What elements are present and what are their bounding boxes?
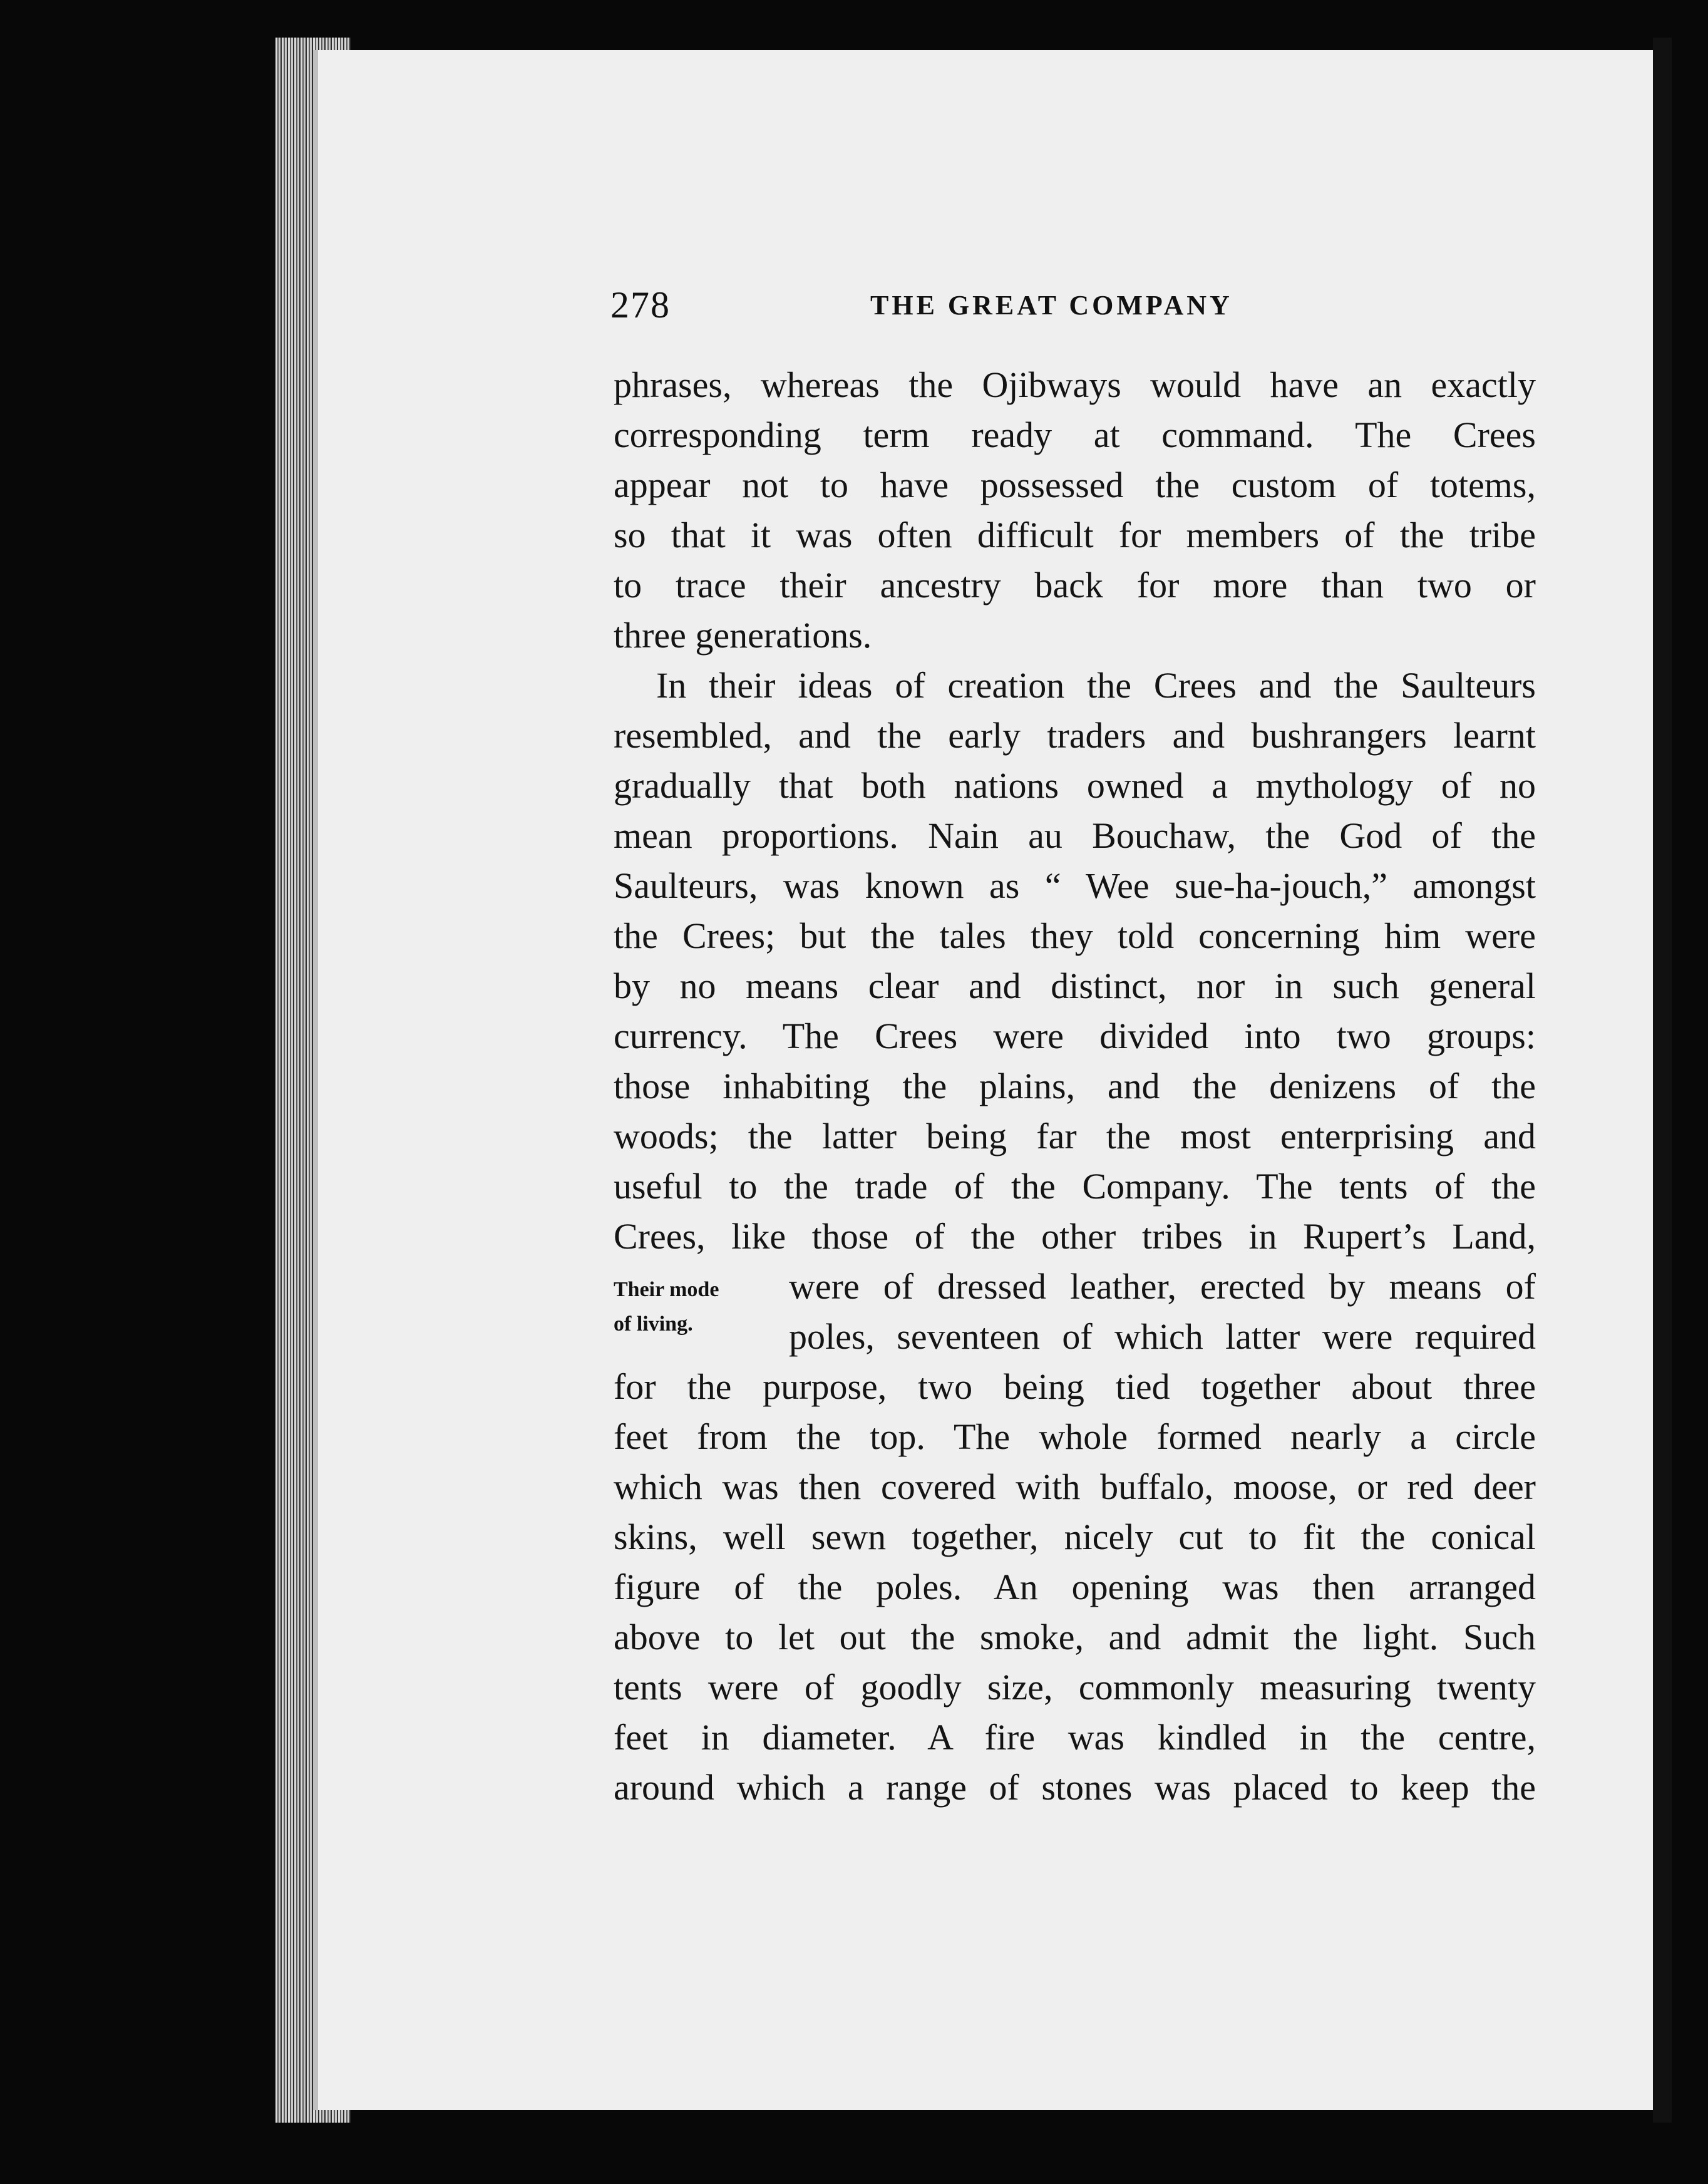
text-line: around which a range of stones was placed to keep the <box>614 1767 1536 1808</box>
text-line: poles, seventeen of which latter were required <box>789 1316 1536 1357</box>
page-gutter <box>1653 38 1672 2123</box>
text-line: currency. The Crees were divided into two groups: <box>614 1016 1536 1056</box>
text-line: In their ideas of creation the Crees and the Saulteurs <box>656 665 1536 706</box>
text-line: mean proportions. Nain au Bouchaw, the God of the <box>614 815 1536 856</box>
text-line: figure of the poles. An opening was then arranged <box>614 1567 1536 1607</box>
text-line: the Crees; but the tales they told concerning him were <box>614 915 1536 956</box>
text-line: useful to the trade of the Company. The tents of the <box>614 1166 1536 1207</box>
text-line: appear not to have possessed the custom of totems, <box>614 465 1536 505</box>
text-line: were of dressed leather, erected by means of <box>789 1266 1536 1307</box>
text-line: Saulteurs, was known as “ Wee sue-ha-jouch,” amongst <box>614 865 1536 906</box>
text-line: Crees, like those of the other tribes in Rupert’s Land, <box>614 1216 1536 1257</box>
text-line: woods; the latter being far the most enterprising and <box>614 1116 1536 1156</box>
running-title: THE GREAT COMPANY <box>870 289 1233 321</box>
text-line: feet in diameter. A fire was kindled in the centre, <box>614 1717 1536 1758</box>
text-line: tents were of goodly size, commonly measuring twenty <box>614 1667 1536 1708</box>
running-head <box>610 283 1273 327</box>
text-line: so that it was often difficult for members of the tribe <box>614 515 1536 555</box>
text-line: for the purpose, two being tied together about three <box>614 1366 1536 1407</box>
text-line: above to let out the smoke, and admit the light. Such <box>614 1617 1536 1657</box>
text-line: those inhabiting the plains, and the denizens of the <box>614 1066 1536 1106</box>
text-line: gradually that both nations owned a mythology of no <box>614 765 1536 806</box>
marginal-note-line-1: Their mode <box>614 1278 719 1301</box>
text-line: feet from the top. The whole formed nearly a circle <box>614 1416 1536 1457</box>
text-line: three generations. <box>614 615 872 656</box>
marginal-note-line-2: of living. <box>614 1312 693 1336</box>
text-line: which was then covered with buffalo, moose, or red deer <box>614 1466 1536 1507</box>
text-line: phrases, whereas the Ojibways would have an exactly <box>614 364 1536 405</box>
text-line: resembled, and the early traders and bushrangers learnt <box>614 715 1536 756</box>
text-line: skins, well sewn together, nicely cut to fit the conical <box>614 1517 1536 1557</box>
page-number: 278 <box>610 284 671 326</box>
text-line: corresponding term ready at command. The Crees <box>614 415 1536 455</box>
text-line: to trace their ancestry back for more than two or <box>614 565 1536 605</box>
text-line: by no means clear and distinct, nor in such general <box>614 966 1536 1006</box>
